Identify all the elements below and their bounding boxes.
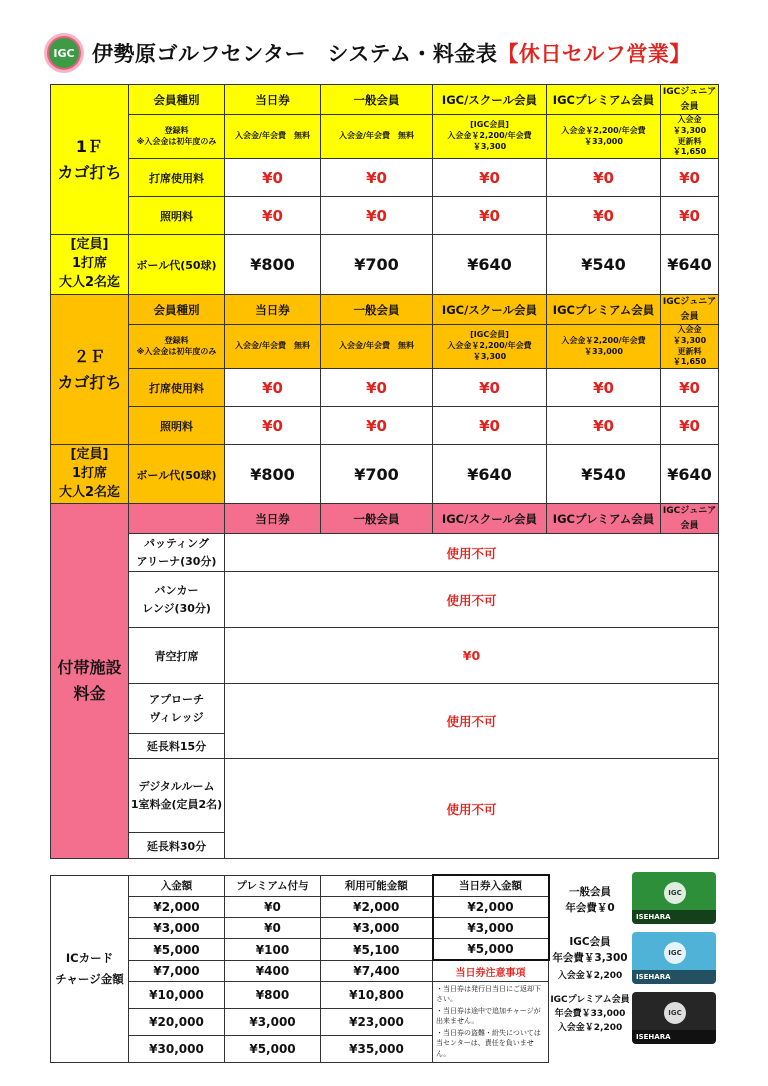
registration-label: 登録料 ※入会金は初年度のみ — [129, 115, 225, 159]
ic-cell: ¥3,000 — [225, 1009, 321, 1036]
light-fee-value: ¥0 — [547, 407, 661, 445]
light-fee-label: 照明料 — [129, 197, 225, 235]
igc-member-row — [548, 930, 728, 986]
igc-member-card-icon: IGC ISEHARA — [632, 932, 716, 984]
premium-member-row — [548, 990, 728, 1046]
ic-col-premium: プレミアム付与 — [225, 875, 321, 896]
general-member-card-icon: IGC ISEHARA — [632, 872, 716, 924]
ic-cell: ¥400 — [225, 960, 321, 981]
ball-price-premium: ¥540 — [547, 445, 661, 505]
ic-cell: ¥30,000 — [129, 1036, 225, 1063]
ic-cell: ¥3,000 — [129, 918, 225, 939]
ic-cell: ¥7,000 — [129, 960, 225, 981]
seat-fee-value: ¥0 — [321, 369, 433, 407]
light-fee-value: ¥0 — [321, 197, 433, 235]
capacity-label: [定員] 1打席 大人2名迄 — [51, 445, 129, 505]
member-cards — [548, 870, 728, 1050]
ic-cell: ¥10,000 — [129, 981, 225, 1008]
ic-charge-table — [50, 874, 550, 1063]
ic-cell: ¥100 — [225, 939, 321, 960]
ic-cell: ¥7,400 — [321, 960, 433, 981]
seat-fee-value: ¥0 — [225, 369, 321, 407]
general-member-text: 一般会員 年会費￥0 — [565, 886, 615, 915]
col-premium: IGCプレミアム会員 — [547, 295, 661, 325]
putting-arena-value: 使用不可 — [225, 534, 719, 572]
seat-fee-label: 打席使用料 — [129, 159, 225, 197]
floor1-label: 1Ｆ カゴ打ち — [51, 85, 129, 235]
ic-cell: ¥2,000 — [129, 896, 225, 917]
col-premium: IGCプレミアム会員 — [547, 85, 661, 115]
seat-fee-label: 打席使用料 — [129, 369, 225, 407]
reg-premium: 入会金￥2,200/年会費￥33,000 — [547, 115, 661, 159]
light-fee-value: ¥0 — [225, 197, 321, 235]
seat-fee-value: ¥0 — [225, 159, 321, 197]
ball-price-day: ¥800 — [225, 445, 321, 505]
reg-day: 入会金/年会費 無料 — [225, 115, 321, 159]
digital-room-value: 使用不可 — [225, 759, 719, 859]
ic-cell: ¥5,000 — [433, 939, 549, 960]
aozora-label: 青空打席 — [129, 628, 225, 684]
page-header — [44, 32, 744, 74]
reg-school: [IGC会員] 入会金￥2,200/年会費￥3,300 — [433, 325, 547, 369]
seat-fee-value: ¥0 — [547, 369, 661, 407]
ic-cell: ¥5,000 — [225, 1036, 321, 1063]
putting-arena-label: パッティング アリーナ(30分) — [129, 534, 225, 572]
seat-fee-value: ¥0 — [321, 159, 433, 197]
ball-fee-label: ボール代(50球) — [129, 235, 225, 295]
bunker-range-value: 使用不可 — [225, 572, 719, 628]
col-school: IGC/スクール会員 — [433, 295, 547, 325]
col-junior: IGCジュニア 会員 — [661, 85, 719, 115]
approach-extension-label: 延長料15分 — [129, 734, 225, 759]
ic-cell: ¥2,000 — [321, 896, 433, 917]
col-junior: IGCジュニア 会員 — [661, 504, 719, 534]
ic-col-available: 利用可能金額 — [321, 875, 433, 896]
ball-fee-label: ボール代(50球) — [129, 445, 225, 505]
col-member-type: 会員種別 — [129, 85, 225, 115]
ic-cell: ¥23,000 — [321, 1009, 433, 1036]
col-school: IGC/スクール会員 — [433, 85, 547, 115]
ic-cell: ¥3,000 — [321, 918, 433, 939]
seat-fee-value: ¥0 — [661, 369, 719, 407]
digital-room-label: デジタルルーム 1室料金(定員2名) — [129, 759, 225, 833]
ic-cell: ¥0 — [225, 896, 321, 917]
ic-card-label: ICカード チャージ金額 — [51, 875, 129, 1063]
ball-price-premium: ¥540 — [547, 235, 661, 295]
facilities-label: 付帯施設 料金 — [51, 504, 129, 859]
reg-day: 入会金/年会費 無料 — [225, 325, 321, 369]
seat-fee-value: ¥0 — [433, 159, 547, 197]
ball-price-school: ¥640 — [433, 445, 547, 505]
light-fee-value: ¥0 — [547, 197, 661, 235]
seat-fee-value: ¥0 — [661, 159, 719, 197]
col-general: 一般会員 — [321, 295, 433, 325]
ic-cell: ¥35,000 — [321, 1036, 433, 1063]
registration-label: 登録料 ※入会金は初年度のみ — [129, 325, 225, 369]
ic-col-deposit: 入金額 — [129, 875, 225, 896]
ic-col-dayticket: 当日券入金額 — [433, 875, 549, 896]
floor2-price-table — [50, 294, 719, 505]
ball-price-junior: ¥640 — [661, 445, 719, 505]
facilities-price-table — [50, 503, 719, 859]
ball-price-general: ¥700 — [321, 445, 433, 505]
ball-price-general: ¥700 — [321, 235, 433, 295]
igc-logo-icon: IGC — [44, 33, 84, 73]
premium-member-text: IGCプレミアム会員 年会費￥33,000 入会金￥2,200 — [550, 995, 630, 1033]
reg-junior: 入会金￥3,300 更新料￥1,650 — [661, 115, 719, 159]
light-fee-value: ¥0 — [433, 197, 547, 235]
approach-village-value: 使用不可 — [225, 684, 719, 759]
light-fee-value: ¥0 — [433, 407, 547, 445]
reg-general: 入会金/年会費 無料 — [321, 325, 433, 369]
digital-extension-label: 延長料30分 — [129, 833, 225, 859]
page-title: 伊勢原ゴルフセンター システム・料金表【休日セルフ営業】 — [92, 42, 691, 66]
light-fee-value: ¥0 — [225, 407, 321, 445]
ic-cell: ¥3,000 — [433, 918, 549, 939]
floor2-label: ２Ｆ カゴ打ち — [51, 295, 129, 445]
col-blank — [129, 504, 225, 534]
reg-junior: 入会金￥3,300 更新料￥1,650 — [661, 325, 719, 369]
col-day-ticket: 当日券 — [225, 504, 321, 534]
floor1-price-table — [50, 84, 719, 295]
seat-fee-value: ¥0 — [547, 159, 661, 197]
notice-list: ・当日券は発行日当日にご返却下さい。 ・当日券は途中で追加チャージが出来ません。 ・当日券の盗難・紛失については当センターは、責任を負いません。 — [433, 981, 549, 1063]
ball-price-junior: ¥640 — [661, 235, 719, 295]
ball-price-day: ¥800 — [225, 235, 321, 295]
capacity-label: [定員] 1打席 大人2名迄 — [51, 235, 129, 295]
ball-price-school: ¥640 — [433, 235, 547, 295]
col-school: IGC/スクール会員 — [433, 504, 547, 534]
approach-village-label: アプローチ ヴィレッジ — [129, 684, 225, 734]
light-fee-value: ¥0 — [321, 407, 433, 445]
bunker-range-label: バンカー レンジ(30分) — [129, 572, 225, 628]
col-member-type: 会員種別 — [129, 295, 225, 325]
reg-premium: 入会金￥2,200/年会費￥33,000 — [547, 325, 661, 369]
col-junior: IGCジュニア 会員 — [661, 295, 719, 325]
ic-cell: ¥800 — [225, 981, 321, 1008]
igc-member-text: IGC会員 年会費￥3,300 入会金￥2,200 — [552, 936, 628, 981]
col-premium: IGCプレミアム会員 — [547, 504, 661, 534]
reg-general: 入会金/年会費 無料 — [321, 115, 433, 159]
light-fee-value: ¥0 — [661, 197, 719, 235]
reg-school: [IGC会員] 入会金￥2,200/年会費￥3,300 — [433, 115, 547, 159]
ic-cell: ¥20,000 — [129, 1009, 225, 1036]
light-fee-value: ¥0 — [661, 407, 719, 445]
ic-cell: ¥0 — [225, 918, 321, 939]
notice-title: 当日券注意事項 — [433, 960, 549, 981]
col-day-ticket: 当日券 — [225, 85, 321, 115]
seat-fee-value: ¥0 — [433, 369, 547, 407]
light-fee-label: 照明料 — [129, 407, 225, 445]
col-general: 一般会員 — [321, 504, 433, 534]
col-day-ticket: 当日券 — [225, 295, 321, 325]
ic-cell: ¥5,000 — [129, 939, 225, 960]
ic-cell: ¥10,800 — [321, 981, 433, 1008]
col-general: 一般会員 — [321, 85, 433, 115]
premium-member-card-icon: IGC ISEHARA — [632, 992, 716, 1044]
aozora-value: ¥0 — [225, 628, 719, 684]
general-member-row — [548, 870, 728, 926]
ic-cell: ¥2,000 — [433, 896, 549, 917]
ic-cell: ¥5,100 — [321, 939, 433, 960]
